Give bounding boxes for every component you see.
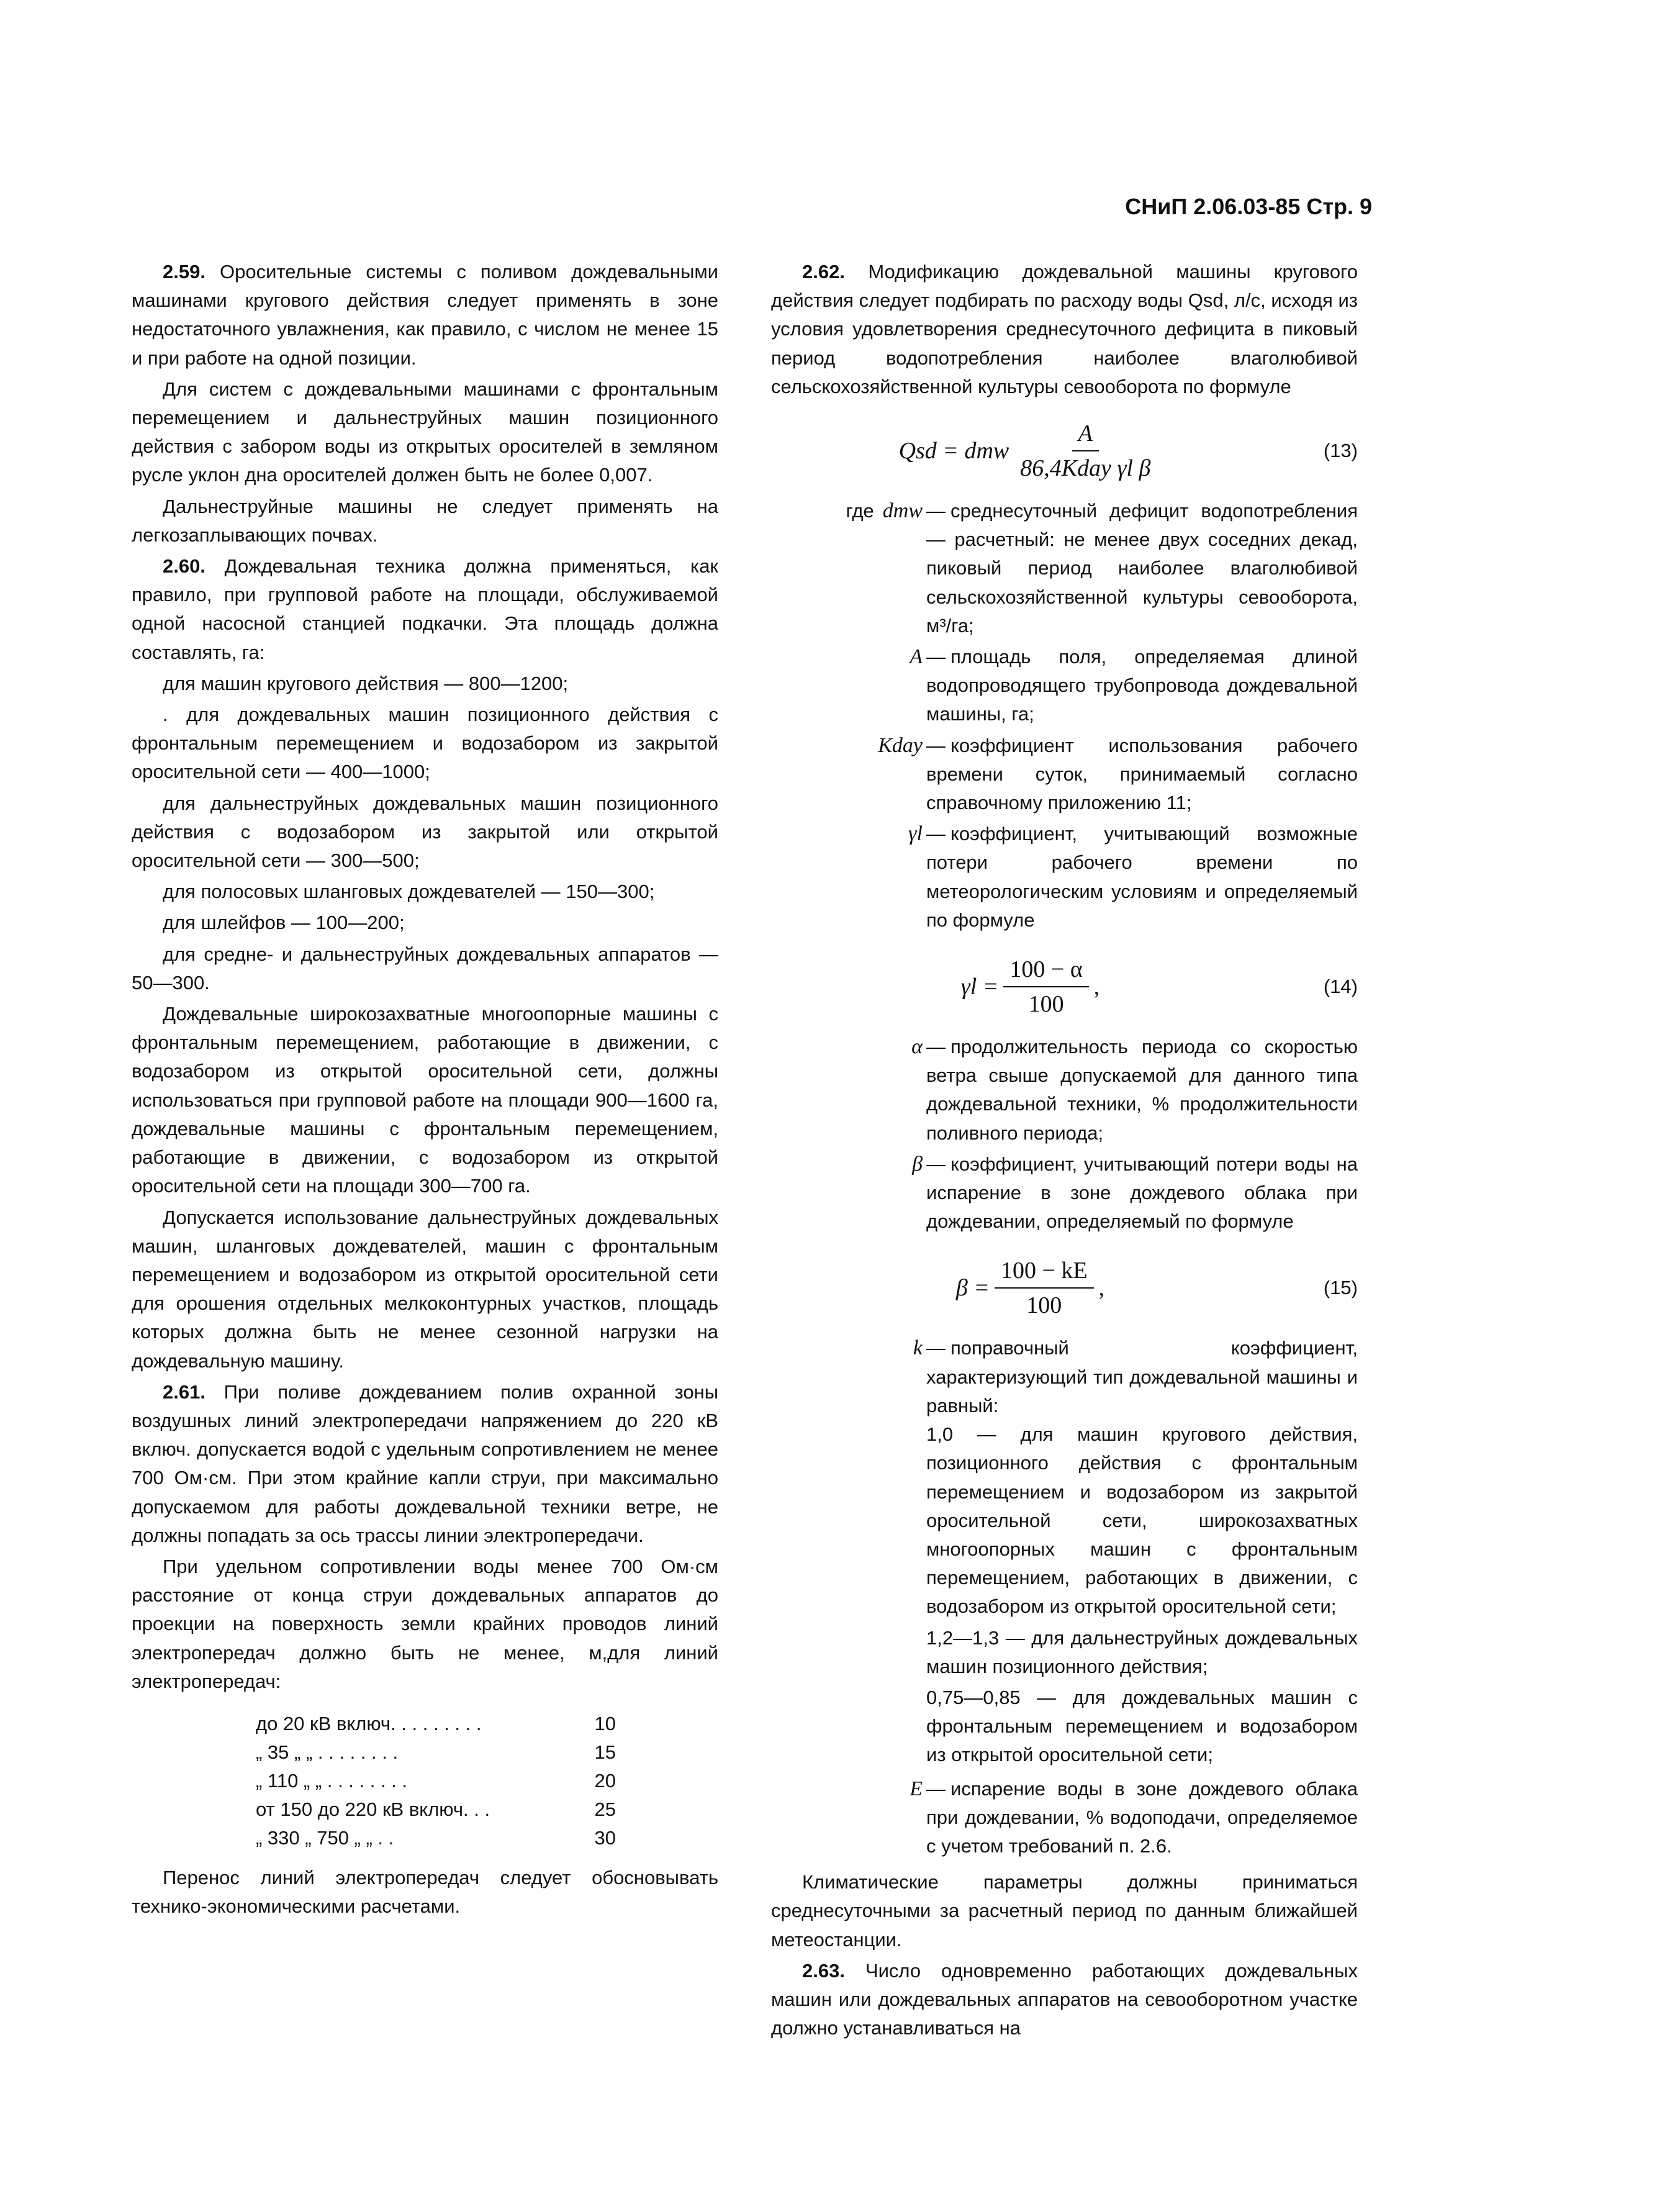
- definition: — продолжительность периода со скоростью ветра свыше допускаемой для данного типа дождевальной техники, % продолжительности поливного периода;: [926, 1036, 1358, 1144]
- where-label: где: [846, 500, 874, 522]
- paragraph-2-59-c: Дальнеструйные машины не следует применять на легкозаплывающих почвах.: [132, 495, 718, 546]
- clause-number: 2.60.: [163, 555, 205, 578]
- symbol: α: [911, 1035, 923, 1059]
- formula-numerator: 100 − kE: [995, 1256, 1094, 1289]
- paragraph-2-61-b: При удельном сопротивлении воды менее 700 Ом·см расстояние от конца струи дождевальных аппаратов до проекции на поверхность земли крайних проводов линий электропередач должно быть не менее, м,для линий электропередач:: [132, 1555, 718, 1692]
- symbol: γl: [908, 822, 923, 846]
- symbol: A: [910, 645, 923, 669]
- formula-13: [771, 410, 1358, 492]
- clause-number: 2.59.: [163, 261, 205, 283]
- area-list-item: для средне- и дальнеструйных дождевальных аппаратов — 50—300.: [132, 943, 718, 994]
- formula-numerator: 100 − α: [1003, 955, 1088, 987]
- area-list-item: . для дождевальных машин позиционного действия с фронтальным перемещением и водозабором из закрытой оросительной сети — 400—1000;: [132, 704, 718, 783]
- definitions-list: [771, 497, 1358, 937]
- formula-numerator: A: [1072, 419, 1099, 451]
- formula-denominator: 100: [1028, 991, 1064, 1018]
- paragraph-2-61: 2.61. При поливе дождеванием полив охранной зоны воздушных линий электропередачи напряжением до 220 кВ включ. допускается водой с удельным сопротивлением не менее 700 Ом·см. При этом крайние капли струи, при максимально допускаемом для работы дождевальной техники ветре, не должны попадать за ось трассы линии электропередачи.: [132, 1380, 718, 1546]
- right-column: [771, 258, 1358, 2045]
- k-value: 0,75—0,85 — для дождевальных машин с фронтальным перемещением и водозабором из открытой оросительной сети;: [926, 1686, 1358, 1766]
- clause-number: 2.62.: [802, 261, 845, 283]
- table-row: от 150 до 220 кВ включ. . . 25: [256, 1798, 616, 1820]
- symbol: k: [913, 1336, 923, 1360]
- left-column: [132, 258, 718, 1923]
- paragraph-2-62-b: Климатические параметры должны приниматься среднесуточными за расчетный период по данным ближайшей метеостанции.: [771, 1871, 1358, 1951]
- formula-15: β = $\frac{100 - kE}{100}$ , (15): [771, 1247, 1358, 1329]
- equation-number: (15): [1323, 1277, 1358, 1299]
- equation-number: (13): [1323, 439, 1358, 461]
- paragraph-2-59-b: Для систем с дождевальными машинами с фронтальным перемещением и дальнеструйных машин позиционного действия с забором воды из открытых оросителей в земляном русле уклон дна оросителей должен быть не более 0,007.: [132, 378, 718, 486]
- paragraph-2-59: 2.59. Оросительные системы с поливом дождевальными машинами кругового действия следует применять в зоне недостаточного увлажнения, как правило, с числом не менее 15 и при работе на одной позиции.: [132, 261, 718, 369]
- symbol: dmw: [882, 499, 923, 523]
- paragraph-2-62: 2.62. Модификацию дождевальной машины кругового действия следует подбирать по расходу воды Qsd, л/с, исходя из условия удовлетворения среднесуточного дефицита в пиковый период водопотребления наиболее влаголюбивой сельскохозяйственной культуры севооборота по формуле: [771, 261, 1358, 397]
- equation-number: (14): [1323, 975, 1358, 997]
- symbol: E: [910, 1777, 923, 1800]
- definitions-list: [771, 1334, 1358, 1863]
- paragraph-2-63: 2.63. Число одновременно работающих дождевальных машин или дождевальных аппаратов на севооборотном участке должно устанавливаться на: [771, 1959, 1358, 2039]
- clause-number: 2.63.: [802, 1959, 845, 1982]
- page-header: СНиП 2.06.03-85 Стр. 9: [1125, 194, 1372, 219]
- area-list-item: для машин кругового действия — 800—1200;: [163, 672, 569, 694]
- table-row: „ 35 „ „ . . . . . . . . 15: [256, 1741, 616, 1763]
- paragraph-2-60-b: Дождевальные широкозахватные многоопорные машины с фронтальным перемещением, работающие в движении, с водозабором из открытой оросительной сети, должны использоваться при групповой работе на площади 900—1600 га, дождевальные машины с фронтальным перемещением, работающие в движении, с водозабором из открытой оросительной сети на площади 300—700 га.: [132, 1003, 718, 1197]
- symbol: β: [912, 1152, 923, 1176]
- symbol: Kday: [878, 733, 923, 757]
- definition: — площадь поля, определяемая длиной водопроводящего трубопровода дождевальной машины, га;: [926, 646, 1358, 725]
- distance-table: [256, 1710, 616, 1852]
- area-list-item: для полосовых шланговых дождевателей — 150—300;: [163, 881, 655, 903]
- definition: — испарение воды в зоне дождевого облака при дождевании, % водоподачи, определяемое с учетом требований п. 2.6.: [926, 1777, 1358, 1857]
- table-row: до 20 кВ включ. . . . . . . . . 10: [256, 1712, 616, 1734]
- k-value: 1,0 — для машин кругового действия, позиционного действия с фронтальным перемещением и водозабором из закрытой оросительной сети, широкозахватных многоопорных машин с фронтальным перемещением, работающих в движении, с водозабором из открытой оросительной сети;: [926, 1423, 1358, 1618]
- formula-denominator: 100: [1026, 1292, 1062, 1319]
- definitions-list: [771, 1033, 1358, 1238]
- definition: — коэффициент, учитывающий потери воды на испарение в зоне дождевого облака при дождевании, определяемый по формуле: [926, 1153, 1358, 1233]
- table-row: „ 330 „ 750 „ „ . . 30: [256, 1826, 616, 1849]
- definition: — коэффициент, учитывающий возможные потери рабочего времени по метеорологическим условиям и определяемый по формуле: [926, 823, 1358, 931]
- formula-lhs: γl =: [960, 973, 999, 1000]
- formula-lhs: β =: [955, 1275, 990, 1302]
- area-list-item: для дальнеструйных дождевальных машин позиционного действия с водозабором из закрытой или открытой оросительной сети — 300—500;: [132, 792, 718, 872]
- area-list-item: для шлейфов — 100—200;: [163, 912, 405, 934]
- definition: — поправочный коэффициент, характеризующий тип дождевальной машины и равный: 1,0 — для машин кругового действия, позиционного действия с фронтальным перемещением и водозабором из закрытой оросительной сети, широкозахватных многоопорных машин с фронтальным перемещением, работающих в движении, с водозабором из открытой оросительной сети; 1,2—1,3 — для дальнеструйных дождевальных машин позиционного действия; 0,75—0,85 — для дождевальных машин с фронтальным перемещением и водозабором из открытой оросительной сети;: [926, 1334, 1358, 1772]
- formula-14: γl = $\frac{100 - \alpha}{100}$ , (14): [771, 946, 1358, 1028]
- paragraph-2-61-c: Перенос линий электропередач следует обосновывать технико-экономическими расчетами.: [132, 1866, 718, 1918]
- paragraph-2-60-c: Допускается использование дальнеструйных дождевальных машин, шланговых дождевателей, машин с фронтальным перемещением и водозабором из открытой оросительной сети для орошения отдельных мелкоконтурных участков, площадь которых должна быть не менее сезонной нагрузки на дождевальную машину.: [132, 1206, 718, 1372]
- formula-denominator: 86,4Kday γl β: [1020, 455, 1151, 482]
- formula-lhs: Qsd = dmw: [898, 437, 1009, 464]
- k-value: 1,2—1,3 — для дальнеструйных дождевальных машин позиционного действия;: [926, 1626, 1358, 1677]
- definition: — коэффициент использования рабочего времени суток, принимаемый согласно справочному приложению 11;: [926, 734, 1358, 814]
- paragraph-2-60: 2.60. Дождевальная техника должна применяться, как правило, при групповой работе на площади, обслуживаемой одной насосной станцией подкачки. Эта площадь должна составлять, га:: [132, 555, 718, 663]
- table-row: „ 110 „ „ . . . . . . . . 20: [256, 1769, 616, 1792]
- clause-number: 2.61.: [163, 1380, 205, 1403]
- definition: — среднесуточный дефицит водопотребления — расчетный: не менее двух соседних декад, пиковый период наиболее влаголюбивой сельскохозяйственной культуры севооборота, м³/га;: [926, 500, 1358, 637]
